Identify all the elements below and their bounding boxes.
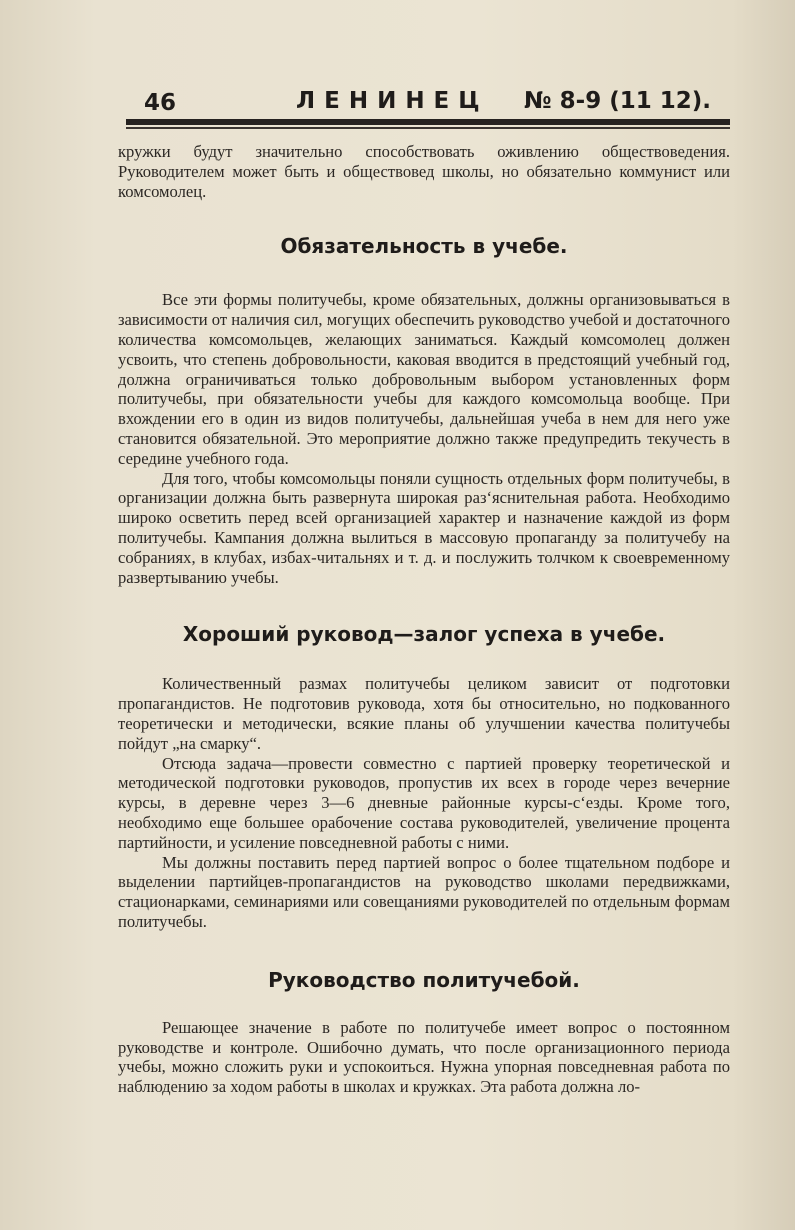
header-rule-thin: [126, 127, 730, 129]
paragraph: Количественный размах политучебы целиком зависит от подготовки пропагандистов. Не подготовив руковода, хотя бы относительно, но подкованного теоретически и методически, всякие планы об улучшении качества политучебы пойдут „на смарку“.: [118, 674, 730, 753]
paragraph: Все эти формы политучебы, кроме обязательных, должны организовываться в зависимости от наличия сил, могущих обеспечить руководство учебой и достаточного количества комсомольцев, желающих заниматься. Каждый комсомолец должен усвоить, что степень добровольности, каковая вводится в предстоящий учебный год, должна ограничиваться только добровольным выбором установленных форм политучебы, при обязательности учебы для каждого комсомольца вообще. При вхождении его в один из видов политучебы, дальнейшая учеба в нем для него уже становится обязательной. Это мероприятие должно также предупредить текучесть в середине учебного года.: [118, 290, 730, 468]
journal-title: ЛЕНИНЕЦ: [296, 88, 489, 114]
page-header: [128, 86, 730, 116]
issue-number: № 8-9 (11 12).: [524, 88, 712, 114]
header-rule-thick: [126, 119, 730, 125]
article-body: [118, 142, 730, 1097]
section-heading-good-leader: Хороший руковод—залог успеха в учебе.: [182, 622, 666, 647]
paragraph: Для того, чтобы комсомольцы поняли сущность отдельных форм политучебы, в организации должна быть развернута широкая раз‘яснительная работа. Необходимо широко осветить перед всей организацией характер и назначение каждой из форм политучебы. Кампания должна вылиться в массовую пропаганду за политучебу на собраниях, в клубах, избах-читальнях и т. д. и послужить толчком к своевременному развертыванию учебы.: [118, 468, 730, 587]
paragraph: Решающее значение в работе по политучебе имеет вопрос о постоянном руководстве и контроле. Ошибочно думать, что после организационного периода учебы, можно сложить руки и успокоиться. Нужна упорная повседневная работа по наблюдению за ходом работы в школах и кружках. Эта работа должна ло-: [118, 1017, 730, 1097]
paragraph: Отсюда задача—провести совместно с партией проверку теоретической и методической подготовки руководов, пропустив их всех в городе через вечерние курсы, в деревне через 3—6 дневные районные курсы-с‘езды. Кроме того, необходимо еще большее орабочение состава руководителей, увеличение процента партийности, и усиление повседневной работы с ними.: [118, 753, 730, 852]
section-heading-leadership: Руководство политучебой.: [268, 967, 580, 992]
section-heading-obligation: Обязательность в учебе.: [280, 234, 568, 259]
page-number: 46: [144, 90, 177, 116]
intro-paragraph: кружки будут значительно способствовать оживлению обществоведения. Руководителем может быть и обществовед школы, но обязательно коммунист или комсомолец.: [118, 142, 730, 201]
paragraph: Мы должны поставить перед партией вопрос о более тщательном подборе и выделении партийцев-пропагандистов на руководство школами передвижками, стационарками, семинариями или совещаниями руководителей по отдельным формам политучебы.: [118, 852, 730, 931]
